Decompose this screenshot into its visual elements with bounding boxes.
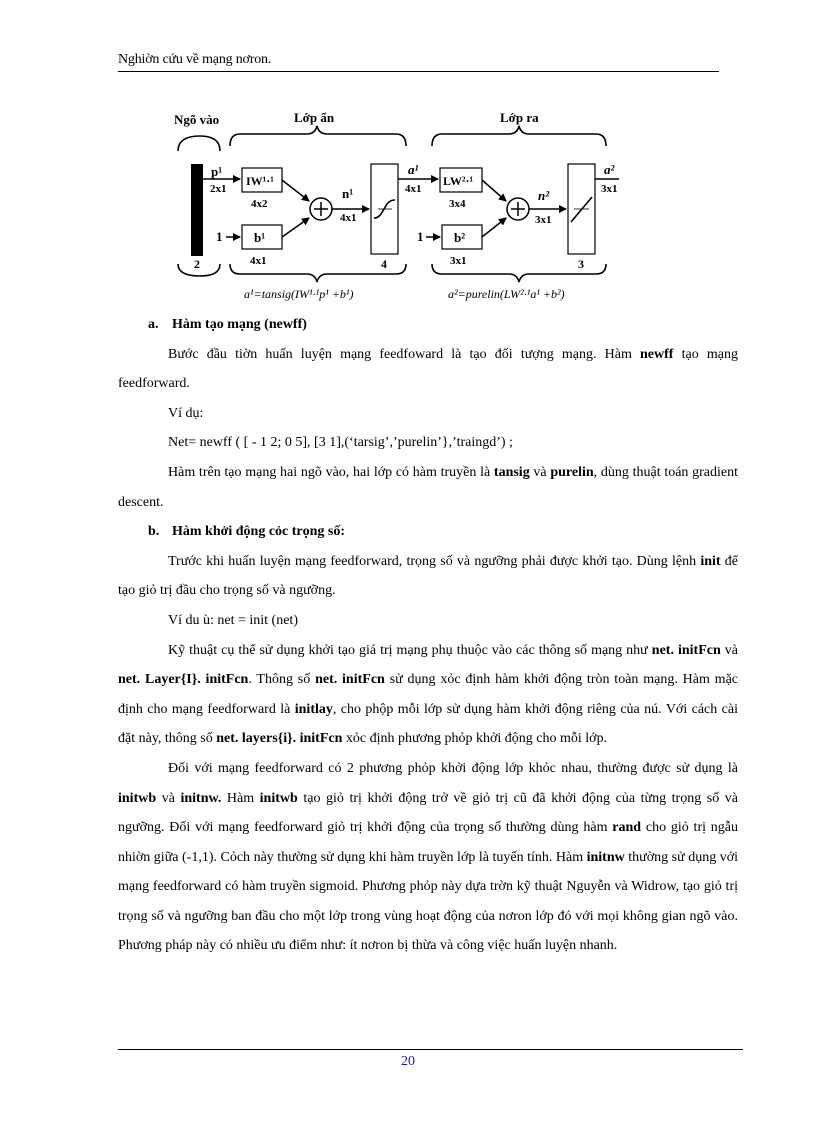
output-count: 3 xyxy=(578,257,584,271)
n2-dim: 3x1 xyxy=(535,214,552,226)
p1-dim: 2x1 xyxy=(210,183,227,195)
n1-dim: 4x1 xyxy=(340,212,357,224)
iw-dim: 4x2 xyxy=(251,198,268,210)
a2-dim: 3x1 xyxy=(601,183,618,195)
network-diagram xyxy=(164,106,619,306)
lw-label: LW²·¹ xyxy=(443,174,474,188)
section-a-heading: a. Hàm tạo mạng (newff) xyxy=(148,317,307,332)
iw-label: IW¹·¹ xyxy=(246,174,274,188)
example-label-1: Ví dụ: xyxy=(168,405,204,421)
label-input: Ngõ vào xyxy=(174,112,220,127)
paragraph-newff: Bước đầu tiờn huấn luyện mạng feedfoward là tạo đối tượng mạng. Hàm newff tạo mạng feedforward. xyxy=(118,346,738,392)
b1-dim: 4x1 xyxy=(250,255,267,267)
code-example: Net= newff ( [ - 1 2; 0 5], [3 1],(‘tarsig’,’purelin’},’traingd’) ; xyxy=(168,435,513,451)
page-number: 20 xyxy=(401,1054,415,1069)
input-bar xyxy=(191,164,203,256)
hidden-count: 4 xyxy=(381,257,387,271)
one1-label: 1 xyxy=(216,229,223,244)
paragraph-init: Trước khi huấn luyện mạng feedforward, trọng số và ngưỡng phải được khởi tạo. Dùng lệnh init để tạo giỏ trị đầu cho trọng số và ngưỡng. xyxy=(118,553,738,599)
paragraph-initwb-initnw: Đối với mạng feedforward có 2 phương phỏp khởi động lớp khỏc nhau, thường được sử dụng là initwb và initnw. Hàm initwb tạo giỏ trị khởi động trở về giỏ trị cũ đã khởi động của từng trọng số và ngưỡng. Đối với mạng feedforward giỏ trị khởi động của trọng số thường dùng hàm rand cho giỏ trị ngẫu nhiờn giữa (-1,1). Cỏch này thường sử dụng khi hàm truyền lớp là tuyến tính. Hàm initnw thường sử dụng với mạng feedforward có hàm truyền sigmoid. Phương phỏp này dựa trờn kỹ thuật Nguyễn và Widrow, tạo giỏ trị trọng số và ngưỡng ban đầu cho một lớp trong vùng hoạt động của nơron lớp đó với mọi không gian ngõ vào. Phương pháp này có nhiều ưu điểm như: ít nơron bị thừa và công việc huấn luyện nhanh. xyxy=(118,760,739,954)
brace-output-top xyxy=(432,126,606,146)
page-header: Nghiờn cứu về mạng nơron. xyxy=(118,52,272,67)
section-b-heading: b. Hàm khởi động cỏc trọng số: xyxy=(148,524,346,540)
footer-rule xyxy=(118,1049,743,1050)
paragraph-initfcn: Kỹ thuật cụ thể sử dụng khởi tạo giá trị mạng phụ thuộc vào các thông số mạng như net. initFcn và net. Layer{I}. initFcn. Thông số net. initFcn sử dụng xỏc định hàm khởi động tròn toàn mạng. Hàm mặc định cho mạng feedforward là initlay, cho phộp mỗi lớp sử dụng hàm khởi động riêng của nú. Với cách cài đặt này, thông số net. layers{i}. initFcn xỏc định phương phỏp khởi động cho mỗi lớp. xyxy=(118,642,738,747)
label-hidden: Lớp ẩn xyxy=(294,110,335,125)
equation-hidden: a¹=tansig(IW¹·¹p¹ +b¹) xyxy=(244,287,354,301)
lw-dim: 3x4 xyxy=(449,198,466,210)
header-rule xyxy=(118,71,719,72)
n2-label: n² xyxy=(538,188,550,203)
b2-label: b² xyxy=(454,230,466,245)
a2-label: a² xyxy=(604,162,615,177)
n1-label: n¹ xyxy=(342,186,354,201)
b2-dim: 3x1 xyxy=(450,255,467,267)
label-output: Lớp ra xyxy=(500,110,539,125)
b1-label: b¹ xyxy=(254,230,266,245)
a1-label: a¹ xyxy=(408,162,419,177)
a1-dim: 4x1 xyxy=(405,183,422,195)
one2-label: 1 xyxy=(417,229,424,244)
equation-output: a²=purelin(LW²·¹a¹ +b²) xyxy=(448,287,565,301)
p1-label: p¹ xyxy=(211,164,223,179)
input-count: 2 xyxy=(194,257,200,271)
body-text xyxy=(118,310,738,961)
brace-input-top xyxy=(178,136,220,151)
brace-hidden-top xyxy=(230,126,406,146)
paragraph-newff-desc: Hàm trên tạo mạng hai ngõ vào, hai lớp có hàm truyền là tansig và purelin, dùng thuật toán gradient descent. xyxy=(118,464,739,510)
example-label-2: Ví du ù: net = init (net) xyxy=(168,612,298,628)
